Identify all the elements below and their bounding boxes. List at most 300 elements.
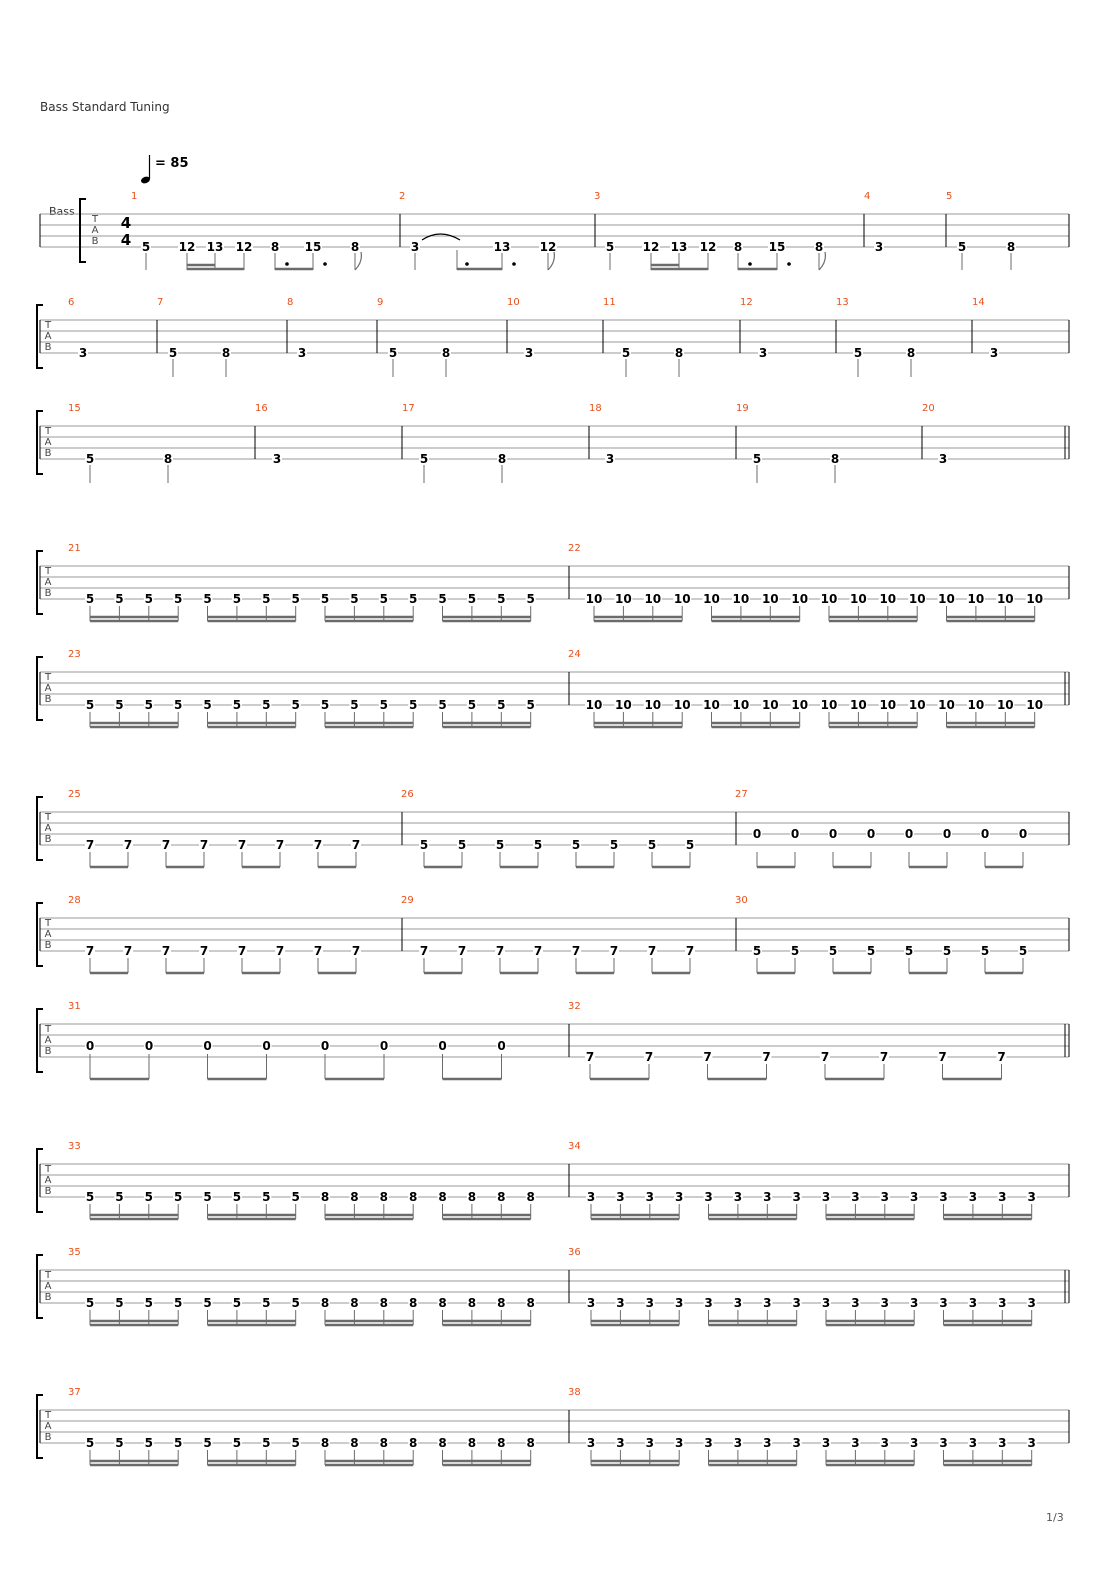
tab-letter-b: B	[44, 694, 52, 705]
fret-number: 5	[115, 1296, 124, 1310]
fret-number: 3	[763, 1436, 772, 1450]
fret-number: 10	[850, 592, 867, 606]
tab-letter-a: A	[44, 1175, 52, 1186]
fret-number: 7	[123, 838, 133, 852]
fret-number: 3	[733, 1190, 743, 1204]
fret-number: 7	[275, 944, 285, 958]
fret-number: 5	[144, 698, 153, 712]
time-signature-bottom: 4	[120, 231, 132, 249]
fret-number: 3	[616, 1190, 625, 1204]
fret-number: 8	[163, 452, 173, 466]
measure-number: 32	[568, 1001, 581, 1012]
fret-number: 3	[880, 1436, 889, 1450]
fret-number: 5	[115, 698, 124, 712]
fret-number: 8	[438, 1436, 447, 1450]
fret-number: 0	[790, 827, 800, 841]
measure-number: 3	[594, 191, 601, 202]
fret-number: 3	[939, 1436, 948, 1450]
tab-letter-t: T	[44, 672, 52, 683]
fret-number: 5	[115, 1190, 124, 1204]
tab-letter-t: T	[44, 1410, 52, 1421]
tab-letter-b: B	[44, 342, 52, 353]
fret-number: 7	[879, 1050, 889, 1064]
measure-number: 10	[507, 297, 520, 308]
fret-number: 5	[457, 838, 467, 852]
fret-number: 8	[350, 1296, 359, 1310]
tab-letter-a: A	[44, 683, 52, 694]
fret-number: 5	[85, 1190, 95, 1204]
fret-number: 5	[320, 698, 330, 712]
fret-number: 5	[957, 240, 967, 254]
fret-number: 5	[853, 346, 863, 360]
fret-number: 5	[350, 592, 359, 606]
fret-number: 3	[821, 1296, 831, 1310]
fret-number: 3	[880, 1190, 889, 1204]
fret-number: 10	[938, 698, 955, 712]
fret-number: 7	[647, 944, 657, 958]
fret-number: 5	[1018, 944, 1028, 958]
fret-number: 0	[262, 1039, 271, 1053]
instrument-label: Bass	[49, 205, 75, 218]
fret-number: 3	[1027, 1436, 1036, 1450]
note-flag	[548, 252, 554, 270]
fret-number: 10	[615, 698, 632, 712]
fret-number: 7	[351, 944, 361, 958]
measure-number: 2	[399, 191, 406, 202]
fret-number: 5	[141, 240, 151, 254]
fret-number: 7	[199, 838, 209, 852]
fret-number: 5	[174, 698, 183, 712]
fret-number: 5	[291, 1296, 300, 1310]
fret-number: 3	[297, 346, 307, 360]
fret-number: 5	[497, 592, 506, 606]
fret-number: 5	[497, 698, 506, 712]
fret-number: 8	[497, 1296, 506, 1310]
measure-number: 12	[740, 297, 753, 308]
fret-number: 10	[1026, 698, 1044, 712]
fret-number: 5	[467, 698, 477, 712]
fret-number: 5	[571, 838, 581, 852]
fret-number: 3	[733, 1436, 743, 1450]
measure-number: 4	[864, 191, 871, 202]
fret-number: 10	[820, 698, 838, 712]
fret-number: 3	[968, 1436, 978, 1450]
fret-number: 0	[85, 1039, 95, 1053]
fret-number: 0	[1018, 827, 1028, 841]
fret-number: 0	[320, 1039, 330, 1053]
fret-number: 8	[320, 1190, 330, 1204]
fret-number: 7	[644, 1050, 654, 1064]
fret-number: 3	[938, 452, 948, 466]
fret-number: 8	[409, 1436, 418, 1450]
augmentation-dot	[285, 262, 289, 266]
fret-number: 8	[320, 1296, 330, 1310]
fret-number: 12	[539, 240, 557, 254]
fret-number: 12	[642, 240, 660, 254]
fret-number: 5	[85, 698, 95, 712]
fret-number: 5	[495, 838, 505, 852]
tab-letter-b: B	[44, 940, 52, 951]
fret-number: 8	[814, 240, 824, 254]
fret-number: 13	[206, 240, 224, 254]
fret-number: 5	[467, 592, 477, 606]
fret-number: 5	[85, 1296, 95, 1310]
fret-number: 8	[1006, 240, 1016, 254]
measure-number: 1	[131, 191, 138, 202]
fret-number: 3	[792, 1436, 801, 1450]
fret-number: 8	[497, 1436, 506, 1450]
fret-number: 7	[938, 1050, 947, 1064]
measure-number: 9	[377, 297, 384, 308]
fret-number: 7	[313, 838, 323, 852]
fret-number: 10	[673, 592, 691, 606]
fret-number: 7	[85, 944, 95, 958]
fret-number: 8	[467, 1436, 477, 1450]
fret-number: 5	[203, 592, 212, 606]
fret-number: 10	[908, 592, 926, 606]
tab-letter-b: B	[91, 236, 99, 247]
fret-number: 0	[752, 827, 762, 841]
fret-number: 5	[203, 1190, 212, 1204]
fret-number: 5	[85, 1436, 95, 1450]
measure-number: 5	[946, 191, 953, 202]
fret-number: 5	[752, 452, 762, 466]
tab-letter-b: B	[44, 1432, 52, 1443]
fret-number: 3	[1027, 1190, 1036, 1204]
fret-number: 3	[586, 1436, 596, 1450]
fret-number: 12	[178, 240, 196, 254]
measure-number: 26	[401, 789, 414, 800]
fret-number: 8	[270, 240, 280, 254]
fret-number: 5	[291, 1190, 300, 1204]
fret-number: 3	[675, 1190, 684, 1204]
fret-number: 5	[203, 1436, 212, 1450]
fret-number: 5	[438, 592, 447, 606]
fret-number: 5	[388, 346, 398, 360]
fret-number: 3	[1027, 1296, 1036, 1310]
fret-number: 5	[174, 1296, 183, 1310]
measure-number: 15	[68, 403, 81, 414]
fret-number: 10	[996, 698, 1014, 712]
fret-number: 5	[904, 944, 914, 958]
fret-number: 8	[497, 1190, 506, 1204]
fret-number: 7	[997, 1050, 1006, 1064]
fret-number: 3	[645, 1296, 654, 1310]
fret-number: 10	[761, 592, 779, 606]
tab-letter-t: T	[44, 918, 52, 929]
fret-number: 5	[685, 838, 695, 852]
fret-number: 7	[275, 838, 285, 852]
measure-number: 21	[68, 543, 81, 554]
fret-number: 3	[586, 1296, 596, 1310]
tab-letter-t: T	[44, 566, 52, 577]
fret-number: 15	[768, 240, 786, 254]
fret-number: 7	[533, 944, 543, 958]
fret-number: 8	[441, 346, 451, 360]
fret-number: 3	[792, 1190, 801, 1204]
tab-letter-b: B	[44, 1186, 52, 1197]
tab-letter-a: A	[44, 929, 52, 940]
tab-letter-b: B	[44, 448, 52, 459]
fret-number: 8	[467, 1190, 477, 1204]
fret-number: 7	[457, 944, 467, 958]
fret-number: 3	[605, 452, 615, 466]
fret-number: 5	[419, 838, 429, 852]
fret-number: 5	[262, 592, 271, 606]
fret-number: 3	[998, 1296, 1007, 1310]
fret-number: 5	[174, 1190, 183, 1204]
measure-number: 24	[568, 649, 581, 660]
fret-number: 8	[733, 240, 743, 254]
fret-number: 3	[874, 240, 884, 254]
tab-letter-a: A	[44, 1035, 52, 1046]
fret-number: 5	[605, 240, 615, 254]
fret-number: 3	[704, 1190, 713, 1204]
fret-number: 7	[237, 944, 247, 958]
tab-letter-b: B	[44, 588, 52, 599]
fret-number: 5	[866, 944, 876, 958]
fret-number: 5	[168, 346, 178, 360]
measure-number: 36	[568, 1247, 581, 1258]
fret-number: 3	[968, 1190, 978, 1204]
tempo-value: = 85	[155, 156, 189, 171]
measure-number: 31	[68, 1001, 81, 1012]
fret-number: 10	[615, 592, 632, 606]
fret-number: 8	[526, 1296, 535, 1310]
fret-number: 3	[910, 1436, 919, 1450]
measure-number: 22	[568, 543, 581, 554]
fret-number: 10	[703, 592, 720, 606]
fret-number: 5	[85, 592, 95, 606]
tab-letter-b: B	[44, 1046, 52, 1057]
note-flag	[819, 252, 825, 270]
fret-number: 5	[115, 1436, 124, 1450]
fret-number: 13	[670, 240, 688, 254]
tab-letter-t: T	[44, 812, 52, 823]
fret-number: 10	[732, 698, 750, 712]
fret-number: 5	[291, 1436, 300, 1450]
fret-number: 10	[967, 592, 985, 606]
measure-number: 6	[68, 297, 75, 308]
measure-number: 37	[68, 1387, 81, 1398]
fret-number: 8	[830, 452, 840, 466]
fret-number: 5	[526, 698, 535, 712]
fret-number: 5	[379, 698, 388, 712]
fret-number: 8	[221, 346, 231, 360]
fret-number: 7	[571, 944, 581, 958]
fret-number: 15	[304, 240, 322, 254]
fret-number: 3	[645, 1436, 654, 1450]
fret-number: 3	[851, 1436, 860, 1450]
fret-number: 3	[675, 1296, 684, 1310]
fret-number: 7	[123, 944, 133, 958]
fret-number: 5	[262, 1296, 271, 1310]
fret-number: 5	[144, 1436, 153, 1450]
fret-number: 5	[85, 452, 95, 466]
fret-number: 3	[758, 346, 768, 360]
fret-number: 8	[350, 1190, 359, 1204]
measure-number: 14	[972, 297, 985, 308]
fret-number: 5	[379, 592, 388, 606]
fret-number: 5	[980, 944, 990, 958]
fret-number: 3	[704, 1296, 713, 1310]
fret-number: 3	[586, 1190, 596, 1204]
fret-number: 5	[144, 592, 153, 606]
fret-number: 3	[78, 346, 88, 360]
fret-number: 10	[879, 592, 897, 606]
measure-number: 17	[402, 403, 415, 414]
fret-number: 5	[203, 698, 212, 712]
fret-number: 3	[910, 1296, 919, 1310]
fret-number: 7	[199, 944, 209, 958]
fret-number: 5	[647, 838, 657, 852]
fret-number: 5	[526, 592, 535, 606]
fret-number: 5	[144, 1190, 153, 1204]
fret-number: 10	[1026, 592, 1044, 606]
fret-number: 5	[438, 698, 447, 712]
fret-number: 7	[703, 1050, 712, 1064]
fret-number: 5	[609, 838, 619, 852]
fret-number: 3	[939, 1190, 948, 1204]
fret-number: 7	[762, 1050, 771, 1064]
measure-number: 35	[68, 1247, 81, 1258]
tie-curve	[422, 234, 460, 240]
fret-number: 5	[232, 1436, 242, 1450]
fret-number: 5	[174, 592, 183, 606]
fret-number: 0	[144, 1039, 154, 1053]
fret-number: 7	[237, 838, 247, 852]
fret-number: 7	[495, 944, 505, 958]
fret-number: 8	[350, 1436, 359, 1450]
fret-number: 0	[866, 827, 876, 841]
fret-number: 5	[203, 1296, 212, 1310]
fret-number: 10	[938, 592, 955, 606]
measure-number: 29	[401, 895, 414, 906]
fret-number: 3	[998, 1190, 1007, 1204]
measure-number: 33	[68, 1141, 81, 1152]
measure-number: 28	[68, 895, 81, 906]
fret-number: 5	[752, 944, 762, 958]
fret-number: 0	[379, 1039, 389, 1053]
tab-letter-a: A	[91, 225, 99, 236]
fret-number: 5	[320, 592, 330, 606]
fret-number: 5	[350, 698, 359, 712]
fret-number: 7	[585, 1050, 595, 1064]
fret-number: 3	[704, 1436, 713, 1450]
fret-number: 5	[115, 592, 124, 606]
fret-number: 7	[313, 944, 323, 958]
augmentation-dot	[465, 262, 469, 266]
tab-letter-a: A	[44, 823, 52, 834]
fret-number: 8	[409, 1190, 418, 1204]
fret-number: 8	[674, 346, 684, 360]
fret-number: 10	[850, 698, 867, 712]
fret-number: 7	[609, 944, 619, 958]
fret-number: 7	[419, 944, 429, 958]
fret-number: 0	[828, 827, 838, 841]
tab-letter-a: A	[44, 1421, 52, 1432]
fret-number: 8	[379, 1190, 388, 1204]
fret-number: 8	[409, 1296, 418, 1310]
fret-number: 5	[232, 592, 242, 606]
fret-number: 3	[733, 1296, 743, 1310]
fret-number: 8	[379, 1436, 388, 1450]
augmentation-dot	[748, 262, 752, 266]
measure-number: 18	[589, 403, 602, 414]
fret-number: 7	[161, 944, 171, 958]
fret-number: 10	[820, 592, 838, 606]
tab-letter-t: T	[44, 1164, 52, 1175]
fret-number: 10	[644, 698, 662, 712]
tab-letter-b: B	[44, 1292, 52, 1303]
fret-number: 0	[438, 1039, 447, 1053]
fret-number: 12	[235, 240, 253, 254]
fret-number: 13	[493, 240, 511, 254]
measure-number: 19	[736, 403, 749, 414]
measure-number: 38	[568, 1387, 581, 1398]
fret-number: 5	[942, 944, 952, 958]
fret-number: 7	[685, 944, 695, 958]
fret-number: 0	[904, 827, 914, 841]
time-signature-top: 4	[120, 214, 132, 232]
fret-number: 3	[851, 1190, 860, 1204]
measure-number: 23	[68, 649, 81, 660]
augmentation-dot	[323, 262, 327, 266]
fret-number: 10	[644, 592, 662, 606]
fret-number: 5	[144, 1296, 153, 1310]
fret-number: 3	[616, 1296, 625, 1310]
fret-number: 5	[409, 698, 418, 712]
fret-number: 8	[526, 1436, 535, 1450]
measure-number: 13	[836, 297, 849, 308]
fret-number: 3	[998, 1436, 1007, 1450]
fret-number: 3	[410, 240, 420, 254]
fret-number: 5	[533, 838, 543, 852]
fret-number: 8	[379, 1296, 388, 1310]
tuning-label: Bass Standard Tuning	[40, 100, 170, 114]
fret-number: 3	[645, 1190, 654, 1204]
fret-number: 12	[699, 240, 717, 254]
measure-number: 7	[157, 297, 164, 308]
tab-letter-t: T	[91, 214, 99, 225]
fret-number: 8	[438, 1296, 447, 1310]
fret-number: 3	[968, 1296, 978, 1310]
system-bracket	[80, 199, 86, 262]
fret-number: 8	[526, 1190, 535, 1204]
fret-number: 0	[497, 1039, 506, 1053]
augmentation-dot	[512, 262, 516, 266]
tab-letter-a: A	[44, 1281, 52, 1292]
fret-number: 8	[320, 1436, 330, 1450]
fret-number: 10	[967, 698, 985, 712]
tab-letter-b: B	[44, 834, 52, 845]
fret-number: 5	[291, 698, 300, 712]
fret-number: 7	[161, 838, 171, 852]
tab-letter-t: T	[44, 320, 52, 331]
fret-number: 10	[585, 592, 603, 606]
fret-number: 10	[673, 698, 691, 712]
fret-number: 7	[351, 838, 361, 852]
fret-number: 3	[821, 1436, 831, 1450]
fret-number: 3	[675, 1436, 684, 1450]
fret-number: 5	[174, 1436, 183, 1450]
measure-number: 20	[922, 403, 935, 414]
fret-number: 10	[996, 592, 1014, 606]
fret-number: 3	[763, 1190, 772, 1204]
fret-number: 10	[703, 698, 720, 712]
fret-number: 3	[821, 1190, 831, 1204]
fret-number: 3	[910, 1190, 919, 1204]
